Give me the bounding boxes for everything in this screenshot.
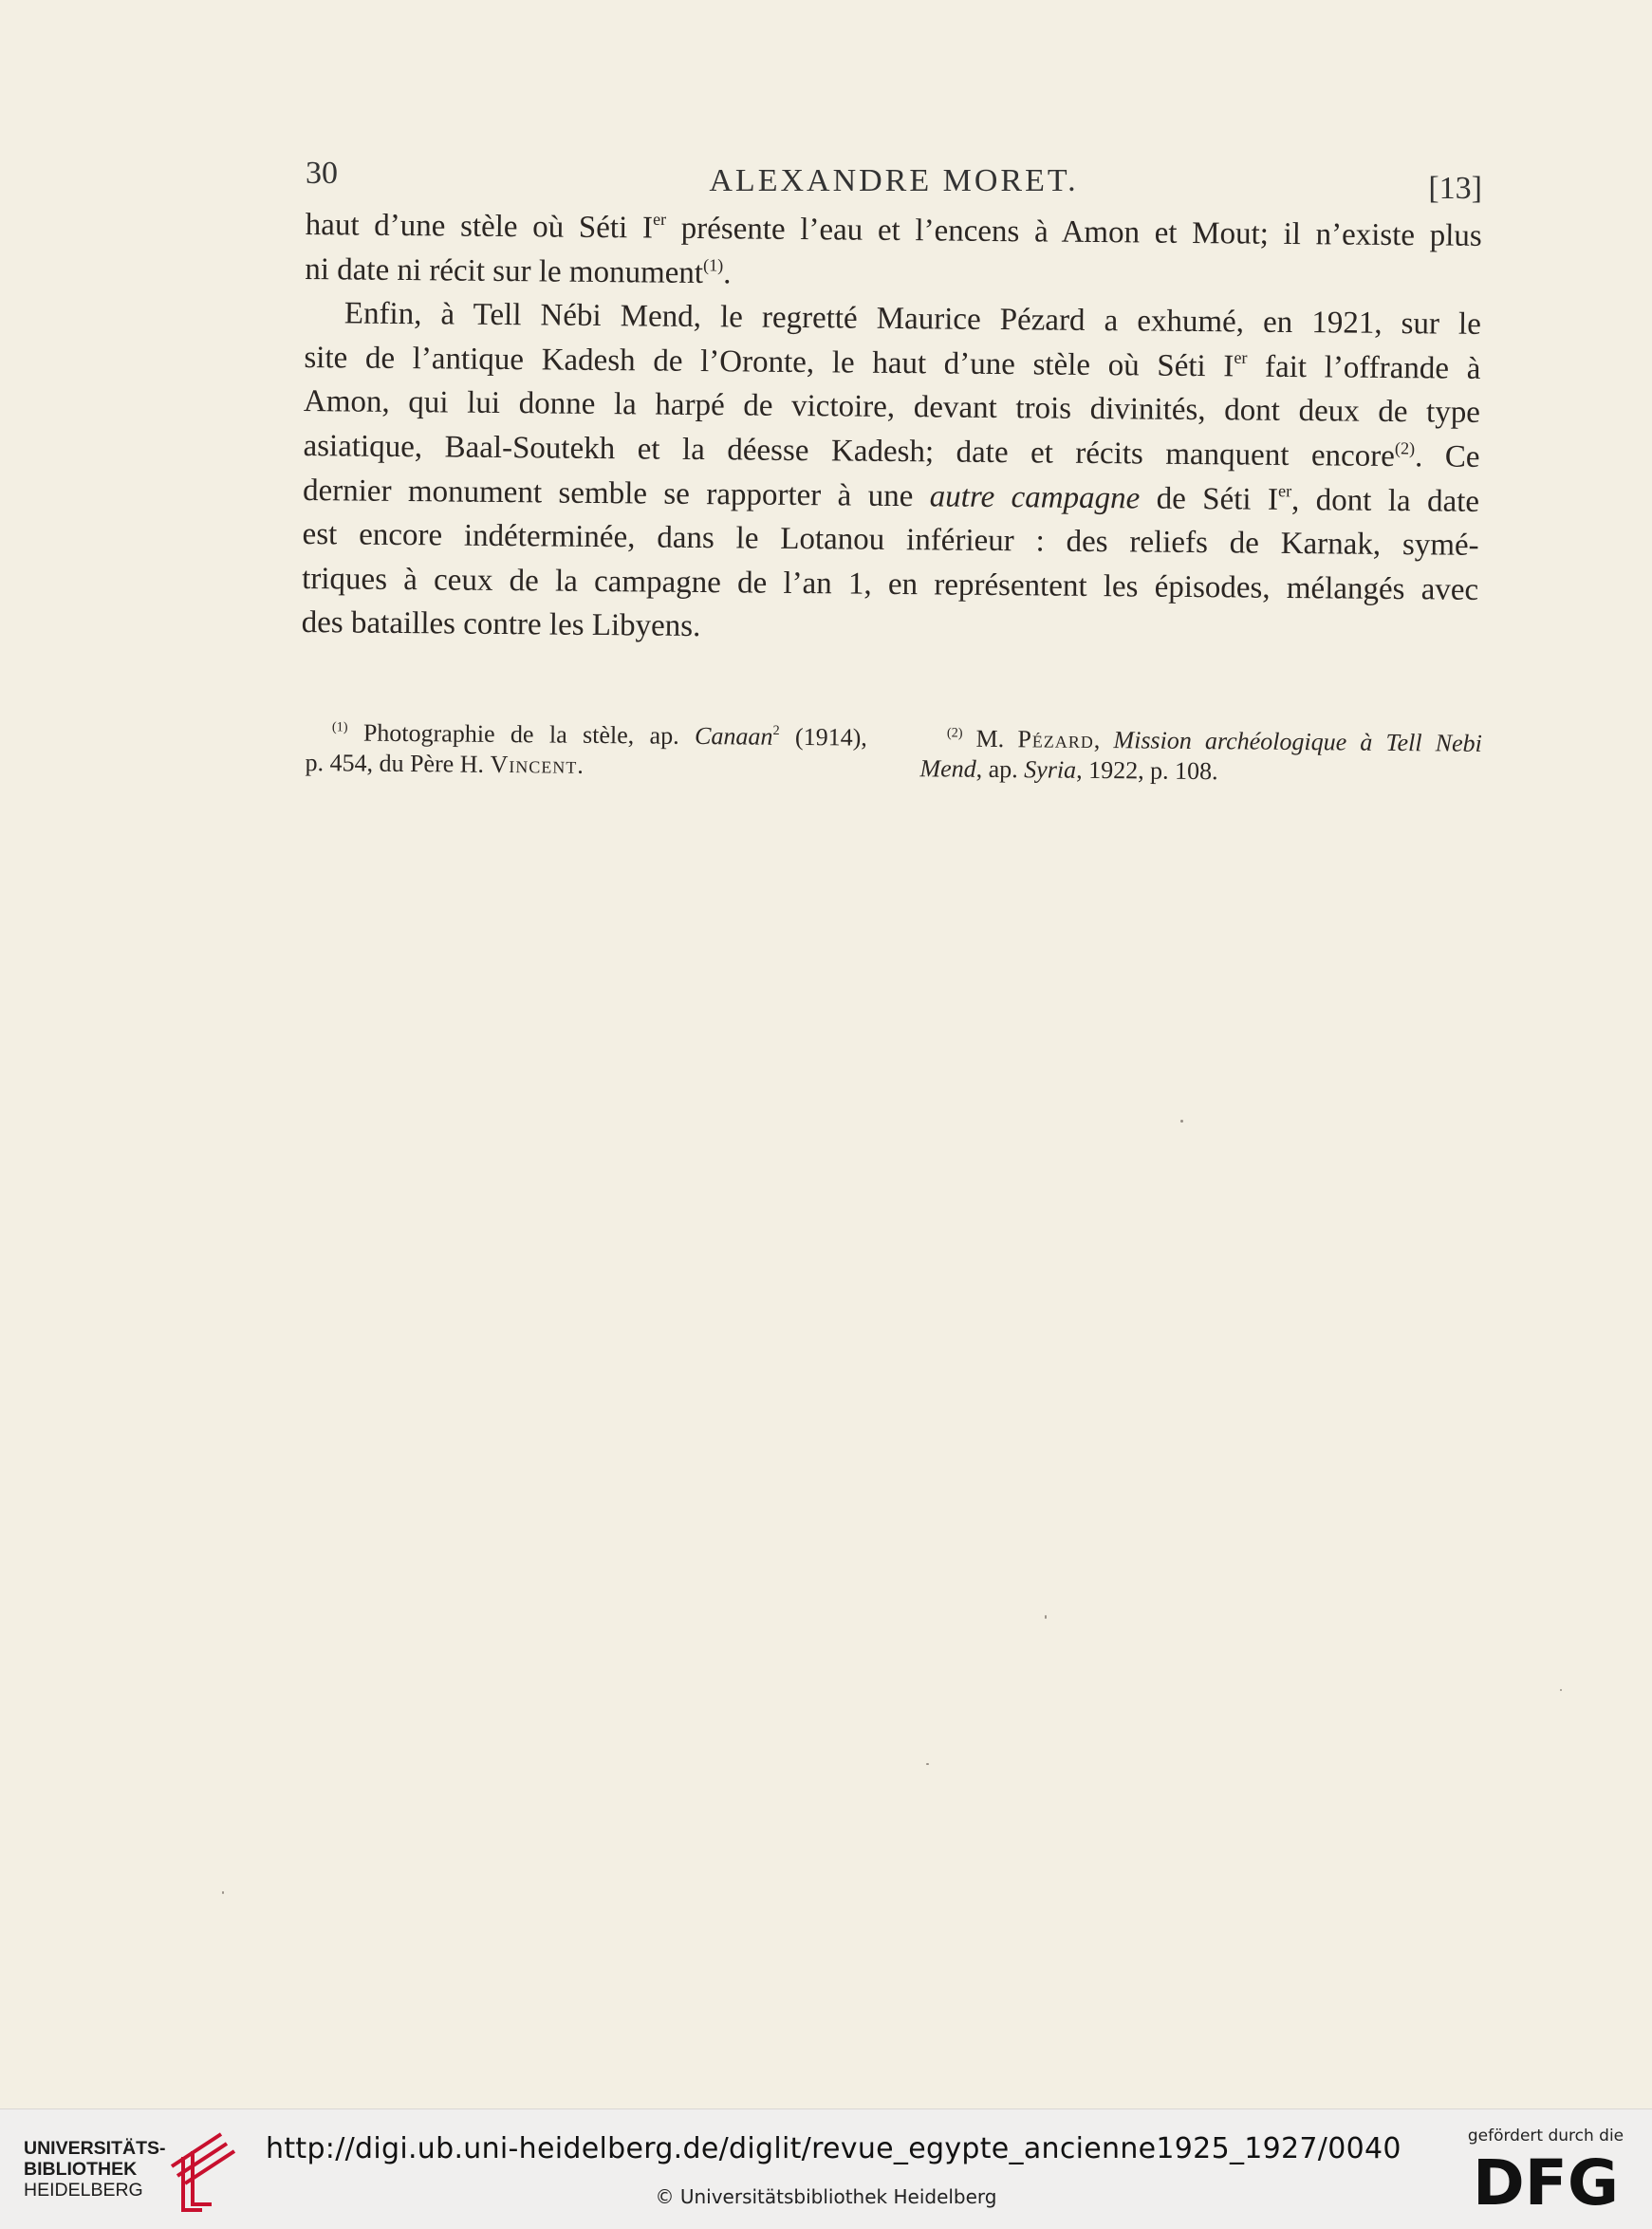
footnotes	[305, 717, 1482, 786]
footnote-line: $^{(1)}$ Photographie de la stèle, ap. Canaan$^2$ (1914),	[331, 718, 867, 752]
paper-speck	[1045, 1615, 1047, 1619]
footnote-1	[305, 717, 867, 784]
funder-badge[interactable]	[1465, 2127, 1626, 2210]
running-title: ALEXANDRE MORET.	[709, 163, 1079, 198]
footnote-line: p. 454, du Père H. Vincent.	[305, 748, 584, 779]
footnote-reference: (1)	[703, 254, 724, 275]
footnote-reference: (2)	[1394, 438, 1416, 458]
footnote-line: Mend, ap. Syria, 1922, p. 108.	[919, 754, 1218, 786]
body-text	[302, 203, 1482, 657]
footnote-2	[919, 723, 1482, 789]
library-name: UNIVERSITÄTS- BIBLIOTHEK HEIDELBERG	[24, 2138, 166, 2201]
text-line: Enfin, à Tell Nébi Mend, le regretté Maurice Pézard a exhumé, en 1921, sur le	[343, 296, 1482, 343]
text-line: Amon, qui lui donne la harpé de victoire, devant trois divinités, dont deux de type	[303, 384, 1481, 431]
permalink-url[interactable]: http://digi.ub.uni-heidelberg.de/diglit/revue_egypte_ancienne1925_1927/0040	[266, 2132, 1401, 2165]
copyright-notice: © Universitätsbibliothek Heidelberg	[655, 2185, 997, 2208]
page-number: 30	[306, 156, 338, 191]
text-line: des batailles contre les Libyens.	[301, 605, 701, 644]
paper-speck	[1180, 1120, 1183, 1123]
text-line: ni date ni récit sur le monument$^{(1)}$.	[305, 251, 732, 290]
footnote-line: $^{(2)}$ M. Pézard, Mission archéologique à Tell Nebi	[946, 724, 1482, 757]
section-number: [13]	[1428, 171, 1482, 206]
text-line: dernier monument semble se rapporter à une autre campagne de Séti Ier, dont la date	[302, 473, 1480, 519]
text-line: est encore indéterminée, dans le Lotanou inférieur : des reliefs de Karnak, symé-	[302, 517, 1479, 564]
svg-text:DFG: DFG	[1472, 2151, 1620, 2210]
paper-speck	[1560, 1689, 1562, 1691]
running-head	[306, 156, 1482, 206]
paper-speck	[222, 1891, 224, 1894]
funder-caption: gefördert durch die	[1467, 2127, 1624, 2145]
viewer-footer	[0, 2108, 1652, 2229]
text-line: triques à ceux de la campagne de l’an 1, en représentent les épisodes, mélangés avec	[302, 561, 1479, 607]
text-line: site de l’antique Kadesh de l’Oronte, le haut d’une stèle où Séti Ier fait l’offrande à	[304, 340, 1481, 386]
dfg-logo-icon	[1467, 2151, 1624, 2210]
text-line: haut d’une stèle où Séti Ier présente l’eau et l’encens à Amon et Mout; il n’existe plus	[305, 207, 1482, 253]
paper-speck	[926, 1763, 929, 1765]
text-line: asiatique, Baal-Soutekh et la déesse Kadesh; date et récits manquent encore$^{(2)}$. Ce	[303, 428, 1480, 474]
